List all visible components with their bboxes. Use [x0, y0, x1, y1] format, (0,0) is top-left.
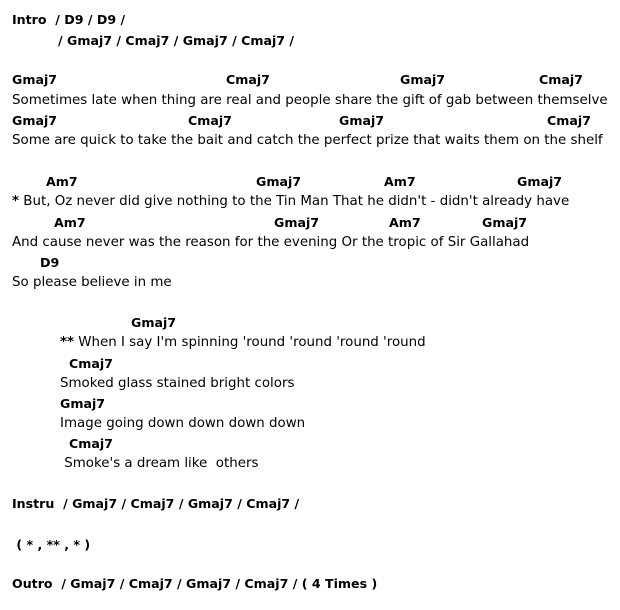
chord: Cmaj7 [69, 436, 113, 451]
chord: Gmaj7 [517, 174, 563, 189]
lyric-line: Smoked glass stained bright colors [60, 376, 295, 391]
chord: Cmaj7 [226, 72, 270, 87]
chord: Cmaj7 [547, 113, 591, 128]
chord: Gmaj7 [274, 215, 320, 230]
lyric-line [12, 192, 569, 212]
instru-line: Instru / Gmaj7 / Cmaj7 / Gmaj7 / Cmaj7 / [12, 496, 300, 511]
intro-line: Intro / D9 / D9 / [12, 12, 126, 27]
chord: Gmaj7 [60, 396, 106, 411]
chord: Cmaj7 [188, 113, 232, 128]
lyric-line: Some are quick to take the bait and catch the perfect prize that waits them on the shelf [12, 133, 603, 148]
chord: Gmaj7 [400, 72, 446, 87]
chord: Gmaj7 [482, 215, 528, 230]
lyric-text: When I say I'm spinning 'round 'round 'round 'round [74, 335, 426, 350]
chord: Gmaj7 [256, 174, 302, 189]
chord: Am7 [54, 215, 86, 230]
lyric-line: Image going down down down down [60, 416, 306, 431]
lyric-text: But, Oz never did give nothing to the Tin Man That he didn't - didn't already have [19, 194, 570, 209]
chord: Am7 [46, 174, 78, 189]
chord: Gmaj7 [339, 113, 385, 128]
chord: Gmaj7 [12, 72, 58, 87]
chord: Am7 [389, 215, 421, 230]
chord: Am7 [384, 174, 416, 189]
section-marker: ** [60, 335, 75, 350]
chord: Gmaj7 [12, 113, 58, 128]
intro-chords-line: / Gmaj7 / Cmaj7 / Gmaj7 / Cmaj7 / [58, 33, 295, 48]
lyric-line: Sometimes late when thing are real and people share the gift of gab between themselve [12, 93, 608, 108]
outro-line: Outro / Gmaj7 / Cmaj7 / Gmaj7 / Cmaj7 / ( 4 Times ) [12, 576, 378, 591]
structure-line: ( * , ** , * ) [12, 537, 91, 552]
chord: Cmaj7 [69, 356, 113, 371]
section-marker: * [12, 194, 20, 209]
lyric-line [60, 333, 426, 353]
chord: D9 [40, 255, 60, 270]
chord: Cmaj7 [539, 72, 583, 87]
lyric-line: And cause never was the reason for the evening Or the tropic of Sir Gallahad [12, 235, 530, 250]
lyric-line: Smoke's a dream like others [60, 456, 259, 471]
chord: Gmaj7 [131, 315, 177, 330]
lyric-line: So please believe in me [12, 275, 172, 290]
